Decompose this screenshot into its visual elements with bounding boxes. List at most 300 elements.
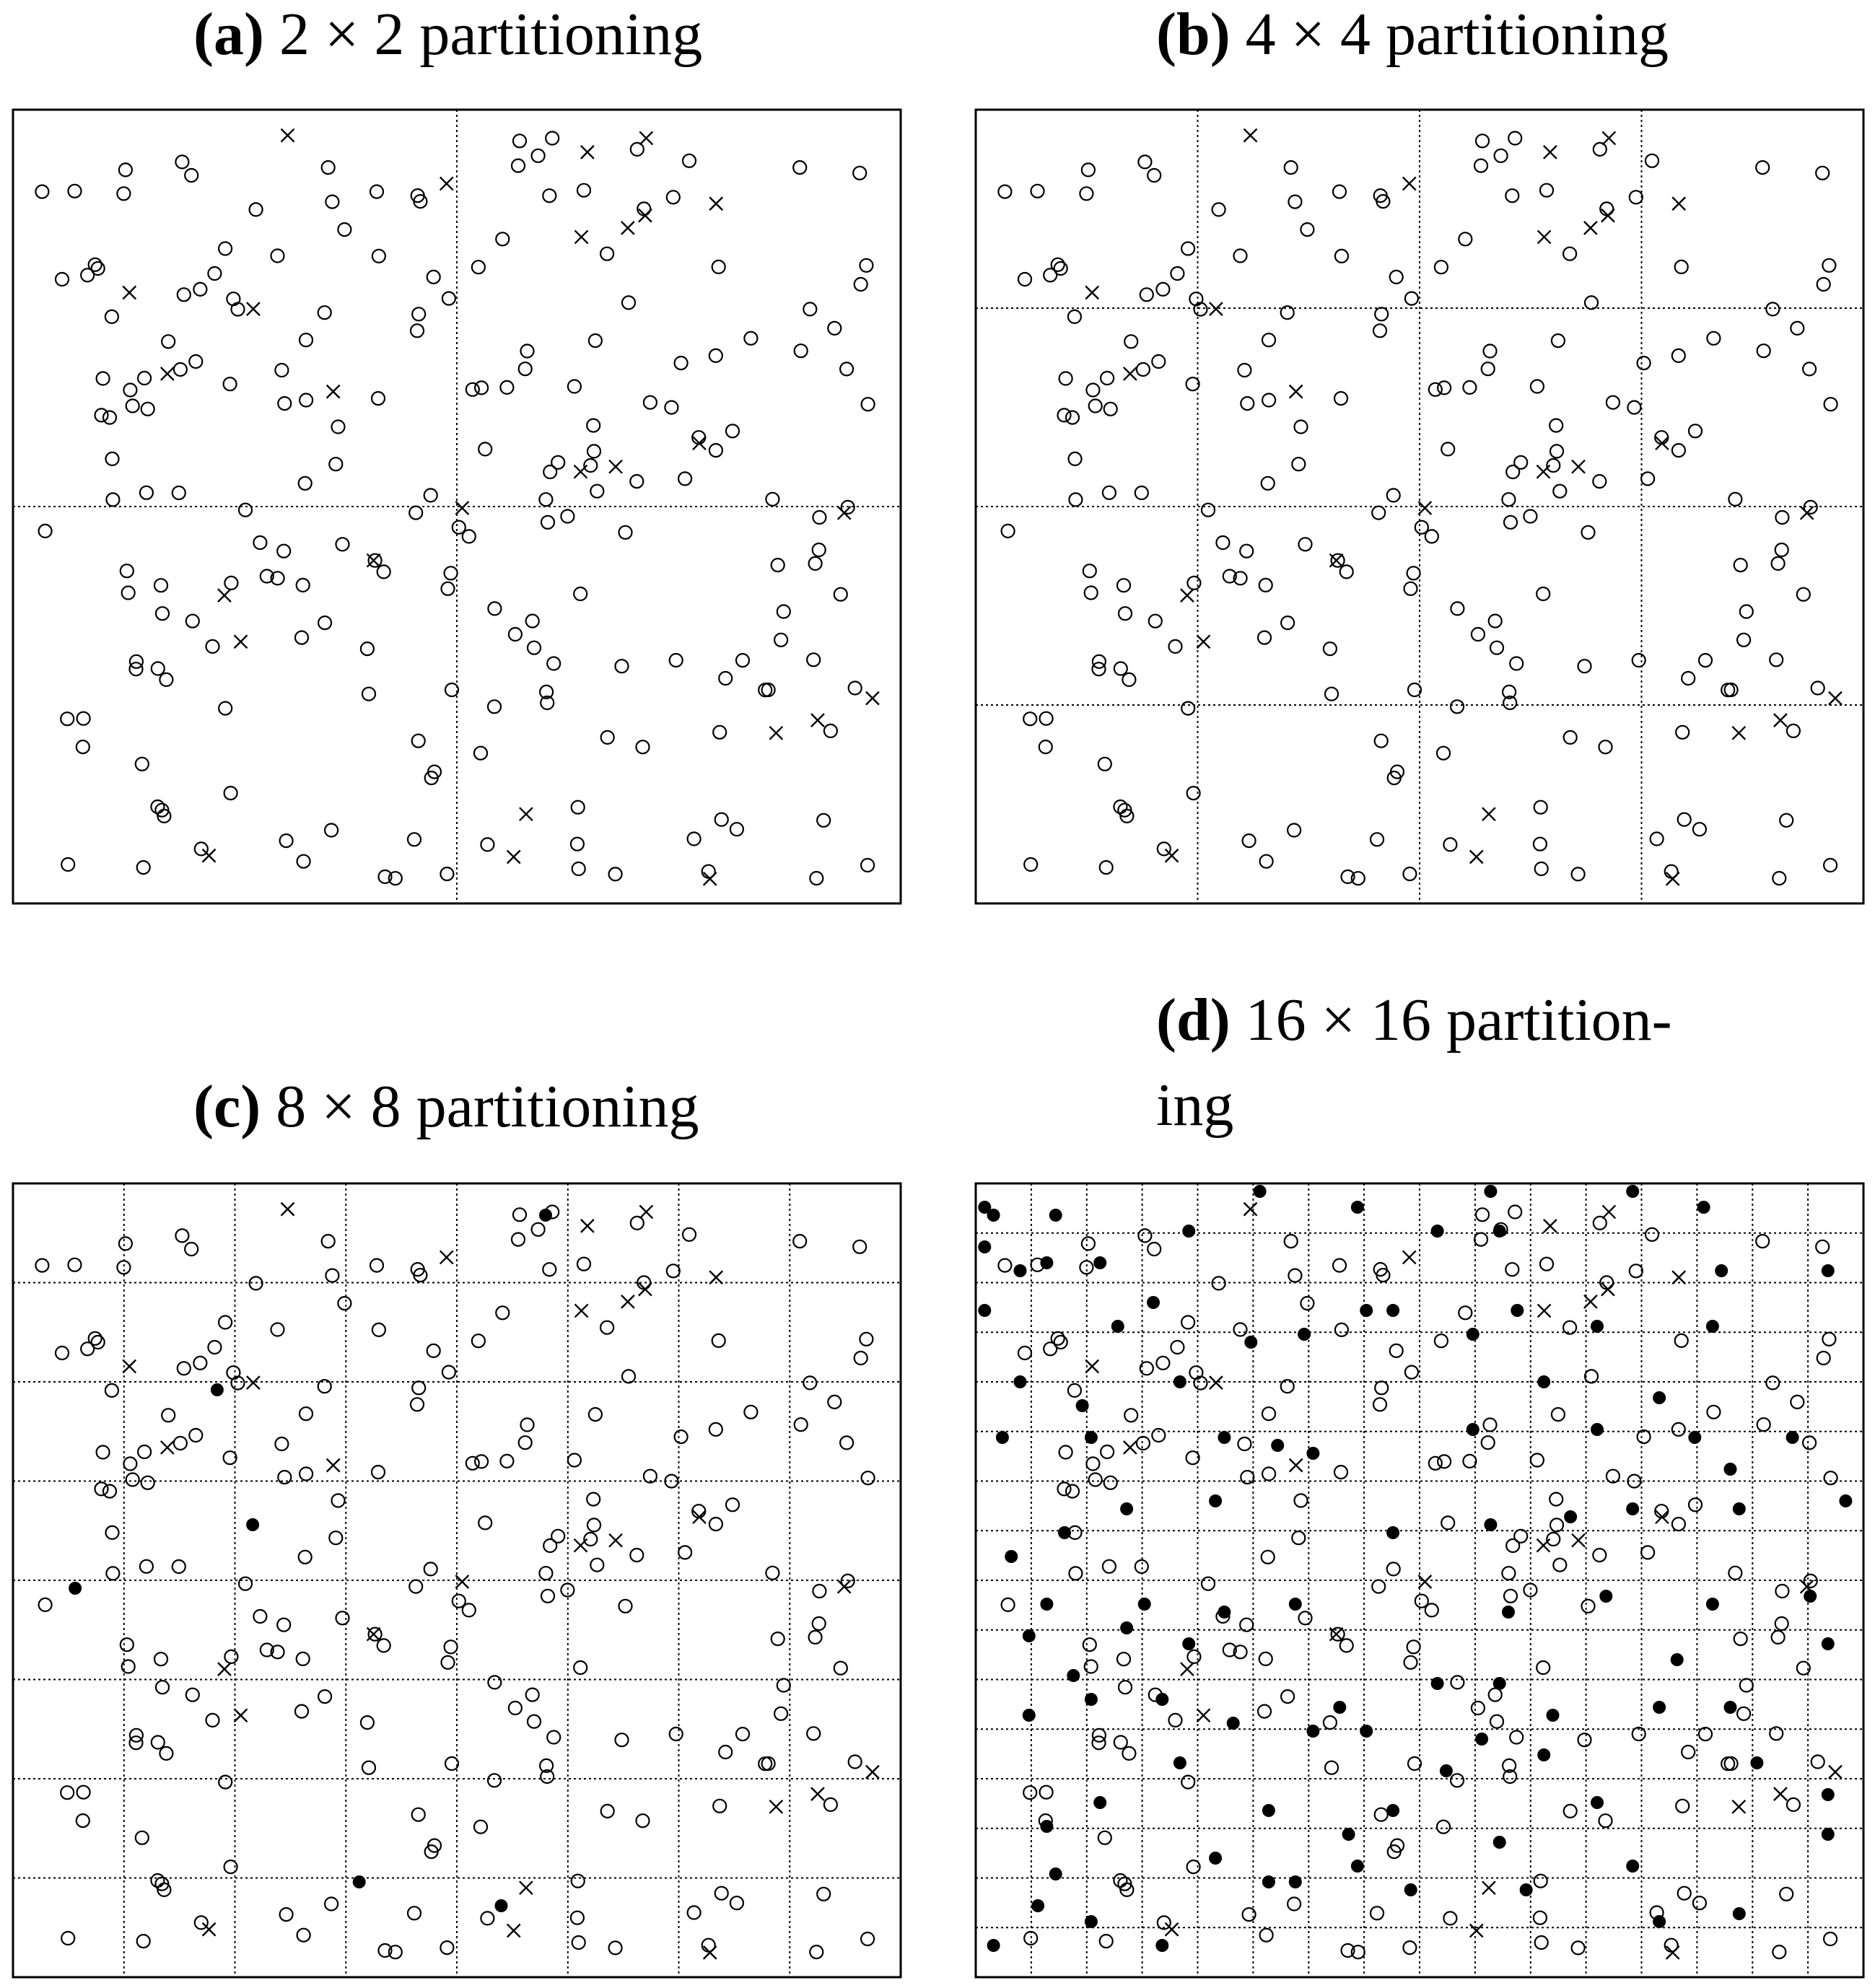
data-point-circle — [297, 1929, 310, 1942]
data-point-cross — [1166, 849, 1179, 862]
data-point-filled — [1547, 1709, 1560, 1722]
data-point-circle — [152, 662, 165, 675]
data-point-circle — [736, 1728, 749, 1740]
data-point-circle — [1332, 1628, 1345, 1641]
data-point-circle — [543, 1263, 556, 1276]
data-point-circle — [1725, 683, 1738, 696]
data-point-circle — [1599, 740, 1612, 753]
data-point-circle — [807, 1727, 820, 1740]
data-point-cross — [161, 1441, 174, 1454]
data-point-circle — [1259, 1652, 1272, 1665]
data-point-circle — [813, 1617, 826, 1630]
data-point-circle — [1181, 1776, 1194, 1789]
data-point-circle — [539, 493, 552, 506]
data-point-filled — [1626, 1860, 1639, 1873]
data-point-circle — [442, 1366, 455, 1379]
data-point-cross — [1418, 502, 1431, 514]
data-point-cross — [1290, 385, 1303, 398]
data-point-filled — [1404, 1883, 1417, 1896]
data-point-circle — [440, 867, 453, 880]
data-point-circle — [810, 872, 823, 885]
panel-d-plot — [976, 1183, 1863, 1977]
data-point-cross — [639, 1205, 652, 1218]
data-point-circle — [1534, 1912, 1547, 1924]
data-point-circle — [1630, 1264, 1643, 1277]
data-point-circle — [675, 356, 688, 369]
data-point-circle — [1490, 641, 1503, 654]
data-point-circle — [1089, 1474, 1102, 1486]
data-point-circle — [297, 579, 310, 592]
data-point-circle — [193, 283, 206, 296]
data-point-circle — [547, 1731, 560, 1744]
data-point-circle — [1156, 1357, 1169, 1370]
data-point-circle — [224, 577, 237, 590]
data-point-cross — [1403, 1251, 1416, 1264]
data-point-circle — [619, 526, 632, 539]
data-point-circle — [1672, 349, 1685, 362]
data-point-cross — [234, 1709, 247, 1722]
data-point-circle — [809, 557, 822, 570]
data-point-circle — [1281, 1380, 1294, 1393]
data-point-circle — [329, 457, 342, 470]
data-point-circle — [1058, 408, 1071, 421]
data-point-filled — [353, 1875, 366, 1888]
data-point-circle — [97, 372, 110, 385]
data-point-circle — [1181, 242, 1194, 255]
data-point-filled — [1093, 1796, 1106, 1809]
data-point-circle — [156, 1681, 169, 1694]
data-point-circle — [795, 1418, 808, 1431]
data-point-filled — [1085, 1693, 1098, 1706]
data-point-circle — [526, 1689, 539, 1702]
data-point-circle — [1403, 867, 1416, 880]
data-point-circle — [622, 1370, 635, 1383]
data-point-circle — [795, 344, 808, 357]
data-point-circle — [998, 1259, 1011, 1272]
data-point-filled — [978, 1240, 991, 1253]
data-point-circle — [172, 1560, 185, 1573]
data-point-circle — [318, 1380, 331, 1393]
data-point-circle — [1152, 1429, 1165, 1442]
data-point-circle — [1069, 493, 1082, 506]
data-point-circle — [278, 1471, 291, 1484]
data-point-circle — [1572, 867, 1585, 880]
data-point-circle — [427, 1344, 440, 1357]
data-point-circle — [1375, 307, 1388, 320]
data-point-circle — [1599, 1814, 1612, 1827]
data-point-cross — [247, 1376, 260, 1389]
data-point-circle — [1288, 824, 1301, 837]
data-point-circle — [616, 1733, 629, 1746]
data-point-circle — [813, 511, 826, 524]
data-point-circle — [713, 726, 726, 739]
data-point-circle — [224, 1650, 237, 1663]
data-point-circle — [1335, 1323, 1348, 1336]
data-point-circle — [1288, 1269, 1301, 1282]
data-point-circle — [106, 1526, 119, 1539]
data-point-cross — [440, 177, 453, 190]
data-point-circle — [1437, 747, 1450, 760]
data-point-circle — [1822, 1333, 1835, 1346]
data-point-cross — [1244, 129, 1257, 142]
data-point-circle — [1288, 196, 1301, 209]
data-point-circle — [1281, 306, 1294, 319]
data-point-circle — [532, 1223, 545, 1236]
panel-b-plot — [976, 110, 1863, 903]
data-point-circle — [861, 1932, 874, 1945]
data-point-circle — [1281, 616, 1294, 629]
data-point-circle — [300, 394, 312, 407]
data-point-filled — [1360, 1304, 1373, 1317]
data-point-circle — [369, 554, 382, 567]
data-point-circle — [568, 380, 581, 393]
data-point-circle — [1633, 654, 1645, 667]
data-point-circle — [151, 800, 164, 813]
data-point-circle — [130, 1729, 143, 1742]
data-point-circle — [123, 384, 136, 397]
data-point-circle — [1375, 735, 1388, 748]
data-point-circle — [412, 1808, 425, 1821]
data-point-filled — [1155, 1693, 1168, 1706]
data-point-circle — [185, 169, 198, 182]
data-point-circle — [688, 833, 701, 846]
data-point-circle — [1531, 380, 1544, 393]
data-point-circle — [412, 307, 425, 320]
data-point-circle — [1678, 1887, 1691, 1900]
data-point-filled — [1626, 1185, 1639, 1198]
data-point-circle — [156, 607, 169, 620]
data-point-circle — [1372, 1580, 1385, 1593]
data-point-circle — [1405, 292, 1418, 305]
data-point-circle — [766, 1567, 779, 1580]
data-point-filled — [1351, 1201, 1364, 1214]
data-point-filled — [1564, 1510, 1577, 1523]
data-point-circle — [861, 859, 874, 872]
data-point-circle — [445, 566, 458, 579]
data-point-filled — [1822, 1637, 1835, 1650]
data-point-circle — [297, 855, 310, 868]
data-point-circle — [372, 392, 385, 405]
data-point-circle — [1068, 1384, 1081, 1397]
data-point-circle — [1740, 605, 1753, 618]
data-point-cross — [1124, 1441, 1137, 1454]
panel-d-text: 16 × 16 partition- — [1245, 986, 1672, 1054]
data-point-circle — [526, 615, 539, 628]
data-point-circle — [39, 525, 52, 538]
data-point-circle — [295, 1705, 308, 1718]
data-point-circle — [1803, 1436, 1816, 1449]
data-point-circle — [138, 1445, 151, 1458]
data-point-circle — [1069, 452, 1082, 465]
data-point-circle — [1766, 1376, 1779, 1389]
data-point-circle — [644, 396, 657, 409]
data-point-cross — [161, 367, 174, 380]
data-point-filled — [1262, 1804, 1275, 1817]
data-point-circle — [1082, 1237, 1095, 1250]
data-point-filled — [539, 1209, 552, 1222]
data-point-cross — [1403, 177, 1416, 190]
data-point-cross — [123, 1360, 136, 1373]
data-point-circle — [853, 167, 866, 180]
data-point-circle — [1114, 800, 1127, 813]
data-point-circle — [777, 1679, 790, 1692]
data-point-circle — [622, 296, 635, 309]
data-point-circle — [280, 834, 293, 847]
data-point-circle — [713, 1800, 726, 1813]
data-point-circle — [488, 602, 501, 615]
data-point-circle — [772, 559, 784, 572]
data-point-circle — [445, 1640, 458, 1653]
data-point-cross — [1181, 589, 1194, 602]
data-point-circle — [1537, 587, 1550, 600]
data-point-circle — [1425, 1603, 1438, 1616]
data-point-circle — [609, 1941, 622, 1954]
data-point-circle — [616, 660, 629, 673]
data-point-circle — [1552, 334, 1565, 347]
data-point-cross — [234, 635, 247, 648]
data-point-circle — [1441, 442, 1454, 455]
data-point-circle — [759, 683, 772, 696]
data-point-circle — [561, 510, 574, 523]
data-point-circle — [601, 731, 614, 744]
data-point-circle — [637, 1814, 650, 1827]
data-point-circle — [138, 372, 151, 385]
data-point-cross — [507, 1924, 520, 1937]
data-point-cross — [769, 727, 782, 740]
data-point-circle — [1540, 184, 1553, 197]
data-point-circle — [1260, 855, 1273, 868]
data-point-circle — [1537, 1661, 1550, 1674]
data-point-circle — [726, 424, 739, 437]
data-point-circle — [551, 456, 564, 469]
data-point-circle — [1552, 1408, 1565, 1421]
data-point-circle — [1404, 582, 1417, 595]
data-point-filled — [1688, 1431, 1701, 1444]
data-point-cross — [440, 1251, 453, 1264]
data-point-circle — [519, 1436, 532, 1449]
data-point-circle — [541, 1590, 554, 1603]
data-point-circle — [1459, 232, 1472, 245]
data-point-circle — [103, 1485, 116, 1498]
data-point-circle — [175, 155, 188, 168]
data-point-circle — [1572, 1941, 1585, 1954]
data-point-cross — [575, 230, 588, 243]
data-point-filled — [1706, 1320, 1719, 1333]
data-point-circle — [424, 489, 437, 502]
data-point-circle — [278, 397, 291, 410]
data-point-circle — [488, 1676, 501, 1689]
data-point-circle — [1550, 1493, 1562, 1506]
data-point-cross — [704, 872, 717, 885]
data-point-circle — [239, 504, 252, 517]
data-point-cross — [574, 465, 587, 478]
data-point-filled — [1724, 1701, 1737, 1714]
data-point-circle — [1387, 489, 1400, 502]
data-point-filled — [1289, 1598, 1302, 1611]
data-point-circle — [509, 1702, 522, 1715]
data-point-filled — [1386, 1526, 1399, 1539]
data-point-circle — [1238, 364, 1251, 377]
data-point-circle — [539, 1567, 552, 1580]
data-point-circle — [427, 271, 440, 284]
data-point-circle — [174, 363, 187, 376]
data-point-circle — [1403, 1941, 1416, 1954]
data-point-circle — [466, 383, 479, 396]
data-point-circle — [1301, 1297, 1314, 1310]
data-point-circle — [159, 673, 172, 686]
data-point-circle — [1405, 1366, 1418, 1379]
data-point-circle — [1135, 486, 1148, 499]
data-point-circle — [849, 1756, 862, 1769]
data-point-cross — [1544, 1219, 1557, 1232]
data-point-circle — [445, 1757, 458, 1770]
data-point-circle — [250, 203, 263, 216]
data-point-circle — [1672, 1518, 1685, 1531]
data-point-filled — [1786, 1431, 1799, 1444]
data-point-circle — [1375, 1808, 1388, 1821]
data-point-filled — [1484, 1185, 1497, 1198]
data-point-circle — [295, 631, 308, 644]
data-point-filled — [1706, 1598, 1719, 1611]
data-point-circle — [189, 1429, 202, 1442]
data-point-filled — [1306, 1725, 1319, 1738]
data-point-circle — [1258, 631, 1271, 644]
data-point-circle — [474, 747, 487, 760]
data-point-circle — [81, 1342, 94, 1355]
data-point-circle — [338, 223, 351, 236]
data-point-circle — [1757, 344, 1770, 357]
data-point-circle — [1693, 823, 1706, 836]
data-point-cross — [639, 131, 652, 144]
data-point-circle — [35, 1259, 48, 1272]
data-point-circle — [675, 1430, 688, 1443]
data-point-circle — [442, 1656, 455, 1669]
data-point-circle — [1324, 642, 1337, 655]
data-point-circle — [840, 1436, 853, 1449]
data-point-circle — [117, 1261, 130, 1274]
data-point-circle — [1104, 1476, 1117, 1489]
data-point-circle — [474, 1821, 487, 1834]
data-point-circle — [1638, 356, 1651, 369]
data-point-circle — [1373, 1398, 1386, 1411]
data-point-circle — [1059, 372, 1072, 385]
data-point-circle — [77, 1786, 90, 1799]
data-point-circle — [1325, 688, 1338, 701]
data-point-filled — [1014, 1375, 1027, 1388]
data-point-circle — [1734, 559, 1747, 572]
data-point-cross — [1085, 1360, 1098, 1373]
data-point-circle — [813, 543, 826, 556]
data-point-cross — [1774, 1787, 1787, 1800]
data-point-circle — [106, 452, 119, 465]
panel-d-title — [1156, 986, 1672, 1139]
data-point-circle — [1281, 1690, 1294, 1703]
data-point-circle — [1770, 653, 1783, 666]
data-point-filled — [1023, 1709, 1036, 1722]
data-point-circle — [547, 657, 560, 670]
data-point-circle — [1066, 411, 1079, 424]
panel-c-plot — [13, 1183, 901, 1977]
data-point-circle — [185, 1243, 198, 1256]
data-point-circle — [336, 538, 349, 551]
data-point-circle — [137, 1935, 150, 1948]
data-point-circle — [318, 306, 331, 319]
data-point-circle — [362, 1761, 375, 1774]
data-point-circle — [1824, 1932, 1837, 1945]
data-point-circle — [1080, 187, 1093, 200]
data-point-circle — [709, 1518, 722, 1531]
data-point-circle — [1693, 1896, 1706, 1909]
data-point-circle — [1508, 1206, 1521, 1219]
data-point-circle — [69, 1258, 82, 1271]
data-point-circle — [1059, 1446, 1072, 1459]
data-point-filled — [978, 1304, 991, 1317]
data-point-circle — [117, 187, 130, 200]
data-point-cross — [575, 1304, 588, 1317]
data-point-circle — [1119, 1681, 1132, 1694]
data-point-filled — [1467, 1328, 1480, 1341]
data-point-circle — [600, 1321, 613, 1334]
data-point-circle — [803, 302, 816, 315]
data-point-circle — [329, 1531, 342, 1544]
data-point-circle — [1502, 493, 1515, 506]
data-point-circle — [1734, 1632, 1747, 1645]
data-point-circle — [1504, 1590, 1517, 1603]
data-point-circle — [322, 1235, 335, 1248]
data-point-filled — [1653, 1701, 1666, 1714]
data-point-filled — [1653, 1391, 1666, 1404]
data-point-circle — [126, 400, 139, 413]
data-point-cross — [247, 302, 260, 315]
data-point-circle — [463, 1603, 476, 1616]
data-point-circle — [1031, 185, 1044, 198]
data-point-circle — [122, 1660, 135, 1673]
data-point-filled — [1155, 1939, 1168, 1952]
data-point-filled — [1697, 1201, 1710, 1214]
data-point-circle — [1737, 634, 1750, 647]
data-point-cross — [769, 1800, 782, 1813]
data-point-circle — [297, 1652, 310, 1665]
data-point-circle — [1791, 322, 1804, 335]
data-point-circle — [1676, 1800, 1689, 1813]
data-point-circle — [275, 364, 288, 377]
data-point-filled — [1733, 1907, 1746, 1920]
data-point-circle — [299, 477, 312, 490]
data-point-circle — [81, 268, 94, 281]
data-point-circle — [1292, 1531, 1305, 1544]
data-point-filled — [1591, 1796, 1604, 1809]
data-point-circle — [1093, 662, 1106, 675]
data-point-filled — [1085, 1431, 1098, 1444]
data-point-filled — [1014, 1264, 1027, 1277]
data-point-circle — [1332, 554, 1345, 567]
data-point-circle — [1262, 477, 1275, 490]
data-point-cross — [704, 1946, 717, 1959]
data-point-circle — [136, 758, 149, 771]
data-point-circle — [300, 1407, 312, 1420]
data-point-filled — [1218, 1431, 1231, 1444]
data-point-circle — [813, 1585, 826, 1598]
data-point-circle — [793, 161, 806, 174]
data-point-circle — [1463, 1455, 1476, 1468]
data-point-circle — [336, 1611, 349, 1624]
data-point-circle — [509, 628, 522, 641]
data-point-circle — [828, 322, 841, 335]
data-point-circle — [338, 1297, 351, 1310]
data-point-circle — [1301, 223, 1314, 236]
data-point-circle — [105, 310, 118, 323]
data-point-circle — [543, 189, 556, 202]
